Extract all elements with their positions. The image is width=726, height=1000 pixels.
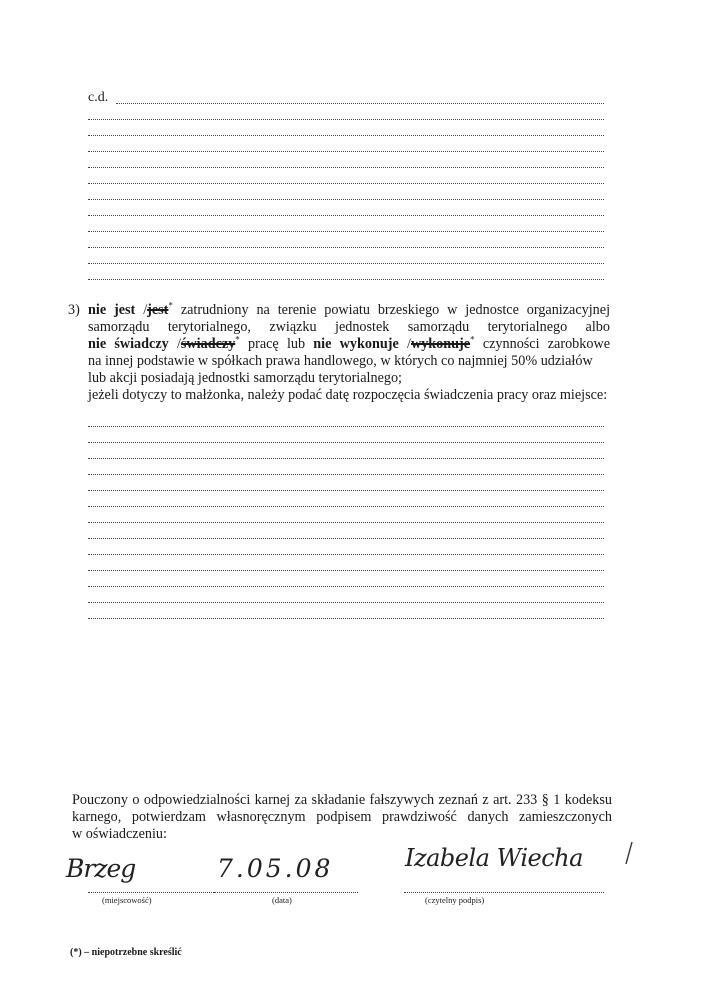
cd-fill-line — [88, 119, 604, 120]
item-3-fill-line — [88, 506, 604, 507]
slash: / — [143, 302, 148, 318]
item-3-line-6: jeżeli dotyczy to małżonka, należy podać datę rozpoczęcia świadczenia pracy oraz miejsce: — [88, 387, 608, 403]
cd-fill-line — [88, 151, 604, 152]
place-handwritten: Brzeg — [66, 854, 136, 883]
item-3-fill-line — [88, 442, 604, 443]
cd-fill-line — [116, 103, 604, 104]
cd-fill-line — [88, 167, 604, 168]
cd-fill-line — [88, 135, 604, 136]
declaration — [72, 792, 612, 843]
declaration-line-2: karnego, potwierdzam własnoręcznym podpisem prawdziwość danych zamieszczonych — [72, 809, 612, 825]
item-3-line-4: na innej podstawie w spółkach prawa handlowego, w których co najmniej 50% udziałów — [88, 353, 593, 369]
item-3-line-5: lub akcji posiadają jednostki samorządu terytorialnego; — [88, 370, 403, 386]
item-3-fill-line — [88, 458, 604, 459]
asterisk: * — [168, 300, 173, 311]
declaration-line-1: Pouczony o odpowiedzialności karnej za składanie fałszywych zeznań z art. 233 § 1 kodeksu — [72, 792, 612, 808]
cd-fill-line — [88, 215, 604, 216]
signature-handwritten: Izabela Wiecha — [405, 844, 583, 872]
cd-label: c.d. — [88, 90, 109, 105]
cd-fill-line — [88, 247, 604, 248]
date-line — [214, 892, 358, 893]
place-caption: (miejscowość) — [102, 895, 152, 905]
struck-word-wykonuje: wykonuje — [410, 336, 471, 352]
item-3-fill-line — [88, 522, 604, 523]
item-3-fill-line — [88, 554, 604, 555]
slash: / — [407, 336, 411, 352]
item-3-fill-line — [88, 426, 604, 427]
item-3-fill-line — [88, 538, 604, 539]
not-providing-phrase: nie świadczy — [88, 336, 169, 352]
item-3-fill-line — [88, 570, 604, 571]
not-performing-phrase: nie wykonuje — [313, 336, 399, 352]
place-line — [88, 892, 216, 893]
not-employed-phrase: nie jest — [88, 302, 136, 318]
item-3-fill-line — [88, 490, 604, 491]
slash: / — [176, 336, 181, 352]
footnote: (*) – niepotrzebne skreślić — [70, 947, 182, 958]
line-1-rest: zatrudniony na terenie powiatu brzeskiego w jednostce organizacyjnej — [180, 302, 611, 318]
declaration-line-3: w oświadczeniu: — [72, 826, 167, 842]
signature-caption: (czytelny podpis) — [425, 895, 485, 905]
date-handwritten: 7.05.08 — [217, 854, 334, 883]
struck-word-swiadczy: świadczy — [180, 336, 236, 352]
item-3-fill-line — [88, 474, 604, 475]
cd-fill-line — [88, 231, 604, 232]
asterisk: * — [470, 334, 475, 345]
cd-fill-line — [88, 263, 604, 264]
work-or-phrase: pracę lub — [248, 336, 306, 352]
asterisk: * — [235, 334, 240, 345]
cd-fill-line — [88, 279, 604, 280]
signature-line — [404, 892, 604, 893]
signature-stroke-mark — [612, 840, 636, 868]
item-3-line-2: samorządu terytorialnego, związku jednostek samorządu terytorialnego albo — [88, 319, 610, 335]
item-3-fill-line — [88, 602, 604, 603]
cd-fill-line — [88, 199, 604, 200]
item-3 — [0, 290, 726, 635]
signature-row — [0, 840, 726, 910]
cd-fill-line — [88, 183, 604, 184]
item-3-number: 3) — [68, 302, 80, 318]
item-3-line-3 — [88, 336, 610, 353]
date-caption: (data) — [272, 895, 292, 905]
item-3-fill-line — [88, 586, 604, 587]
item-3-line-1 — [88, 302, 610, 319]
line-3-rest: czynności zarobkowe — [482, 336, 610, 352]
section-cd — [0, 0, 726, 290]
struck-word-jest: jest — [147, 302, 169, 318]
item-3-fill-line — [88, 618, 604, 619]
